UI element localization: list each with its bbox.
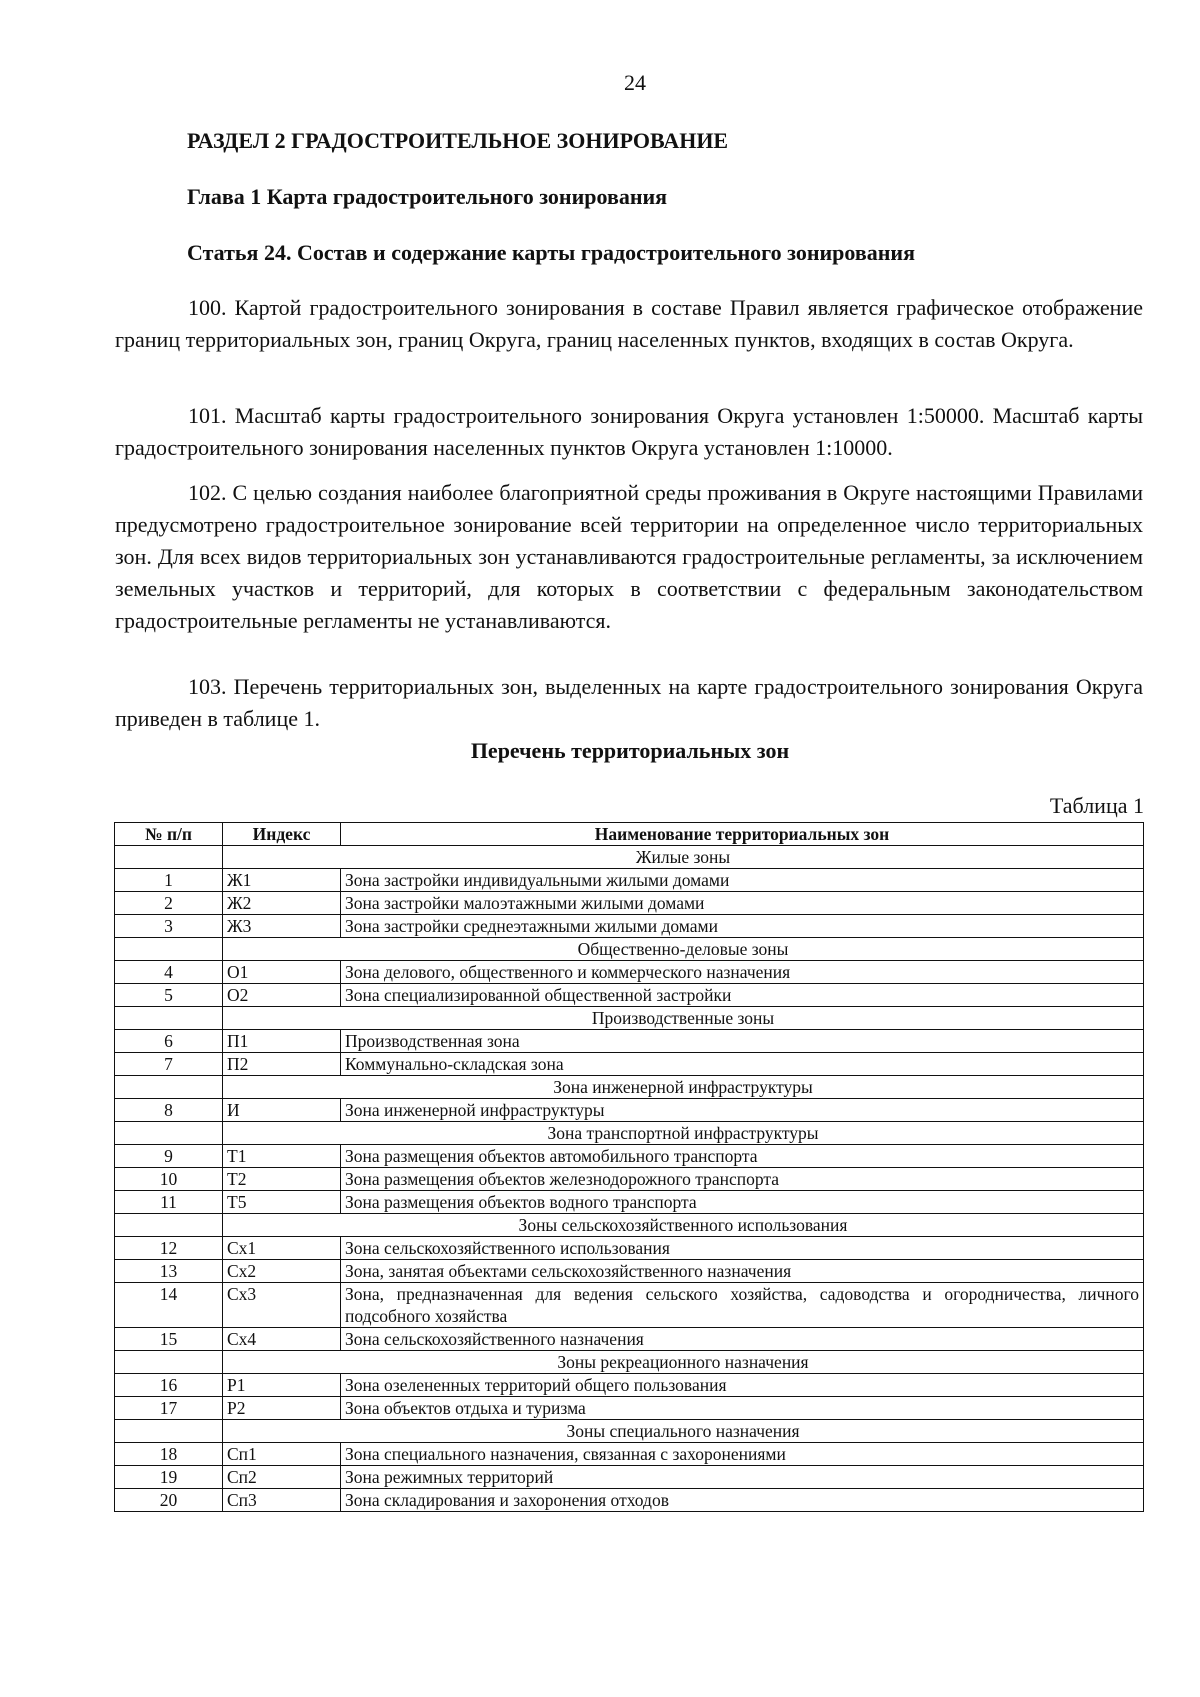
paragraph-103: 103. Перечень территориальных зон, выделенных на карте градостроительного зонирования Округа приведен в таблице 1. bbox=[115, 674, 1143, 731]
zone-name: Зона, занятая объектами сельскохозяйственного назначения bbox=[341, 1260, 1144, 1283]
table-group-row bbox=[115, 938, 1144, 961]
zone-name: Зона застройки индивидуальными жилыми домами bbox=[341, 869, 1144, 892]
zone-index: Сх4 bbox=[223, 1328, 341, 1351]
row-number: 7 bbox=[115, 1053, 223, 1076]
zone-name: Зона размещения объектов автомобильного транспорта bbox=[341, 1145, 1144, 1168]
zone-name: Зона размещения объектов железнодорожного транспорта bbox=[341, 1168, 1144, 1191]
group-title: Жилые зоны bbox=[223, 846, 1144, 869]
zone-index: Сп3 bbox=[223, 1489, 341, 1512]
group-empty-cell bbox=[115, 1122, 223, 1145]
table-row bbox=[115, 892, 1144, 915]
group-empty-cell bbox=[115, 1351, 223, 1374]
zone-index: Сп2 bbox=[223, 1466, 341, 1489]
zone-name: Зона сельскохозяйственного назначения bbox=[341, 1328, 1144, 1351]
row-number: 3 bbox=[115, 915, 223, 938]
zone-index: П1 bbox=[223, 1030, 341, 1053]
zone-index: Сх2 bbox=[223, 1260, 341, 1283]
header-zone-name: Наименование территориальных зон bbox=[341, 823, 1144, 846]
paragraph-101: 101. Масштаб карты градостроительного зонирования Округа установлен 1:50000. Масштаб карты градостроительного зонирования населенных пунктов Округа установлен 1:10000. bbox=[115, 403, 1143, 460]
zone-name: Зона застройки малоэтажными жилыми домами bbox=[341, 892, 1144, 915]
zone-name: Зона размещения объектов водного транспорта bbox=[341, 1191, 1144, 1214]
table-row bbox=[115, 1191, 1144, 1214]
table-row bbox=[115, 961, 1144, 984]
table-row bbox=[115, 1030, 1144, 1053]
row-number: 13 bbox=[115, 1260, 223, 1283]
table-row bbox=[115, 1489, 1144, 1512]
row-number: 16 bbox=[115, 1374, 223, 1397]
zone-index: Ж3 bbox=[223, 915, 341, 938]
table-row bbox=[115, 1328, 1144, 1351]
group-title: Зоны специального назначения bbox=[223, 1420, 1144, 1443]
row-number: 19 bbox=[115, 1466, 223, 1489]
row-number: 2 bbox=[115, 892, 223, 915]
section-title: РАЗДЕЛ 2 ГРАДОСТРОИТЕЛЬНОЕ ЗОНИРОВАНИЕ bbox=[187, 128, 729, 153]
table-row bbox=[115, 1443, 1144, 1466]
group-empty-cell bbox=[115, 1076, 223, 1099]
table-row bbox=[115, 1374, 1144, 1397]
row-number: 15 bbox=[115, 1328, 223, 1351]
zone-name: Зона специального назначения, связанная с захоронениями bbox=[341, 1443, 1144, 1466]
zone-name: Зона режимных территорий bbox=[341, 1466, 1144, 1489]
header-number: № п/п bbox=[115, 823, 223, 846]
group-title: Производственные зоны bbox=[223, 1007, 1144, 1030]
group-title: Зоны сельскохозяйственного использования bbox=[223, 1214, 1144, 1237]
row-number: 8 bbox=[115, 1099, 223, 1122]
zone-index: Т2 bbox=[223, 1168, 341, 1191]
table-row bbox=[115, 984, 1144, 1007]
zone-name: Зона объектов отдыха и туризма bbox=[341, 1397, 1144, 1420]
paragraph-102: 102. С целью создания наиболее благоприятной среды проживания в Округе настоящими Правилами предусмотрено градостроительное зонирование всей территории на определенное число территориальных зон. Для всех видов территориальных зон устанавливаются градостроительные регламенты, за исключением земельных участков и территорий, для которых в соответствии с федеральным законодательством градостроительные регламенты не устанавливаются. bbox=[115, 480, 1143, 633]
group-empty-cell bbox=[115, 1007, 223, 1030]
zone-name: Зона делового, общественного и коммерческого назначения bbox=[341, 961, 1144, 984]
group-title: Зона инженерной инфраструктуры bbox=[223, 1076, 1144, 1099]
table-row bbox=[115, 1168, 1144, 1191]
table-row bbox=[115, 1145, 1144, 1168]
table-row bbox=[115, 1237, 1144, 1260]
group-empty-cell bbox=[115, 938, 223, 961]
row-number: 4 bbox=[115, 961, 223, 984]
zone-index: Сх1 bbox=[223, 1237, 341, 1260]
table-body bbox=[115, 846, 1144, 1512]
chapter-title: Глава 1 Карта градостроительного зонирования bbox=[187, 184, 668, 209]
paragraph-100: 100. Картой градостроительного зонирования в составе Правил является графическое отображение границ территориальных зон, границ Округа, границ населенных пунктов, входящих в состав Округа. bbox=[115, 295, 1143, 352]
table-row bbox=[115, 1099, 1144, 1122]
table-group-row bbox=[115, 1351, 1144, 1374]
table-header-row bbox=[115, 823, 1144, 846]
table-row bbox=[115, 1466, 1144, 1489]
zone-name: Коммунально-складская зона bbox=[341, 1053, 1144, 1076]
zone-index: Сх3 bbox=[223, 1283, 341, 1328]
row-number: 17 bbox=[115, 1397, 223, 1420]
zone-index: Р1 bbox=[223, 1374, 341, 1397]
zone-index: Сп1 bbox=[223, 1443, 341, 1466]
zone-name: Производственная зона bbox=[341, 1030, 1144, 1053]
table-row bbox=[115, 1053, 1144, 1076]
zone-index: И bbox=[223, 1099, 341, 1122]
zone-index: Т5 bbox=[223, 1191, 341, 1214]
table-group-row bbox=[115, 1122, 1144, 1145]
zone-name: Зона складирования и захоронения отходов bbox=[341, 1489, 1144, 1512]
zone-index: Ж2 bbox=[223, 892, 341, 915]
row-number: 11 bbox=[115, 1191, 223, 1214]
page-number: 24 bbox=[624, 70, 646, 95]
group-empty-cell bbox=[115, 1214, 223, 1237]
zone-index: Р2 bbox=[223, 1397, 341, 1420]
zone-name: Зона инженерной инфраструктуры bbox=[341, 1099, 1144, 1122]
header-index: Индекс bbox=[223, 823, 341, 846]
article-title: Статья 24. Состав и содержание карты градостроительного зонирования bbox=[187, 240, 915, 265]
table-row bbox=[115, 1283, 1144, 1328]
table-row bbox=[115, 869, 1144, 892]
group-empty-cell bbox=[115, 846, 223, 869]
row-number: 5 bbox=[115, 984, 223, 1007]
row-number: 18 bbox=[115, 1443, 223, 1466]
table-group-row bbox=[115, 846, 1144, 869]
table-group-row bbox=[115, 1214, 1144, 1237]
zone-index: Ж1 bbox=[223, 869, 341, 892]
table-group-row bbox=[115, 1076, 1144, 1099]
table-row bbox=[115, 1260, 1144, 1283]
group-title: Зоны рекреационного назначения bbox=[223, 1351, 1144, 1374]
table-label: Таблица 1 bbox=[1049, 793, 1144, 818]
zone-name: Зона, предназначенная для ведения сельского хозяйства, садоводства и огородничества, личного подсобного хозяйства bbox=[341, 1283, 1144, 1328]
row-number: 6 bbox=[115, 1030, 223, 1053]
table-row bbox=[115, 1397, 1144, 1420]
zone-name: Зона специализированной общественной застройки bbox=[341, 984, 1144, 1007]
zone-index: О2 bbox=[223, 984, 341, 1007]
zone-index: П2 bbox=[223, 1053, 341, 1076]
group-title: Общественно-деловые зоны bbox=[223, 938, 1144, 961]
zone-index: О1 bbox=[223, 961, 341, 984]
zone-name: Зона озелененных территорий общего пользования bbox=[341, 1374, 1144, 1397]
row-number: 1 bbox=[115, 869, 223, 892]
group-title: Зона транспортной инфраструктуры bbox=[223, 1122, 1144, 1145]
zone-name: Зона застройки среднеэтажными жилыми домами bbox=[341, 915, 1144, 938]
table-caption: Перечень территориальных зон bbox=[470, 738, 790, 763]
row-number: 12 bbox=[115, 1237, 223, 1260]
table-group-row bbox=[115, 1420, 1144, 1443]
zone-index: Т1 bbox=[223, 1145, 341, 1168]
group-empty-cell bbox=[115, 1420, 223, 1443]
row-number: 10 bbox=[115, 1168, 223, 1191]
row-number: 9 bbox=[115, 1145, 223, 1168]
table-group-row bbox=[115, 1007, 1144, 1030]
row-number: 20 bbox=[115, 1489, 223, 1512]
zone-name: Зона сельскохозяйственного использования bbox=[341, 1237, 1144, 1260]
row-number: 14 bbox=[115, 1283, 223, 1328]
table-row bbox=[115, 915, 1144, 938]
zones-table bbox=[114, 822, 1144, 1512]
